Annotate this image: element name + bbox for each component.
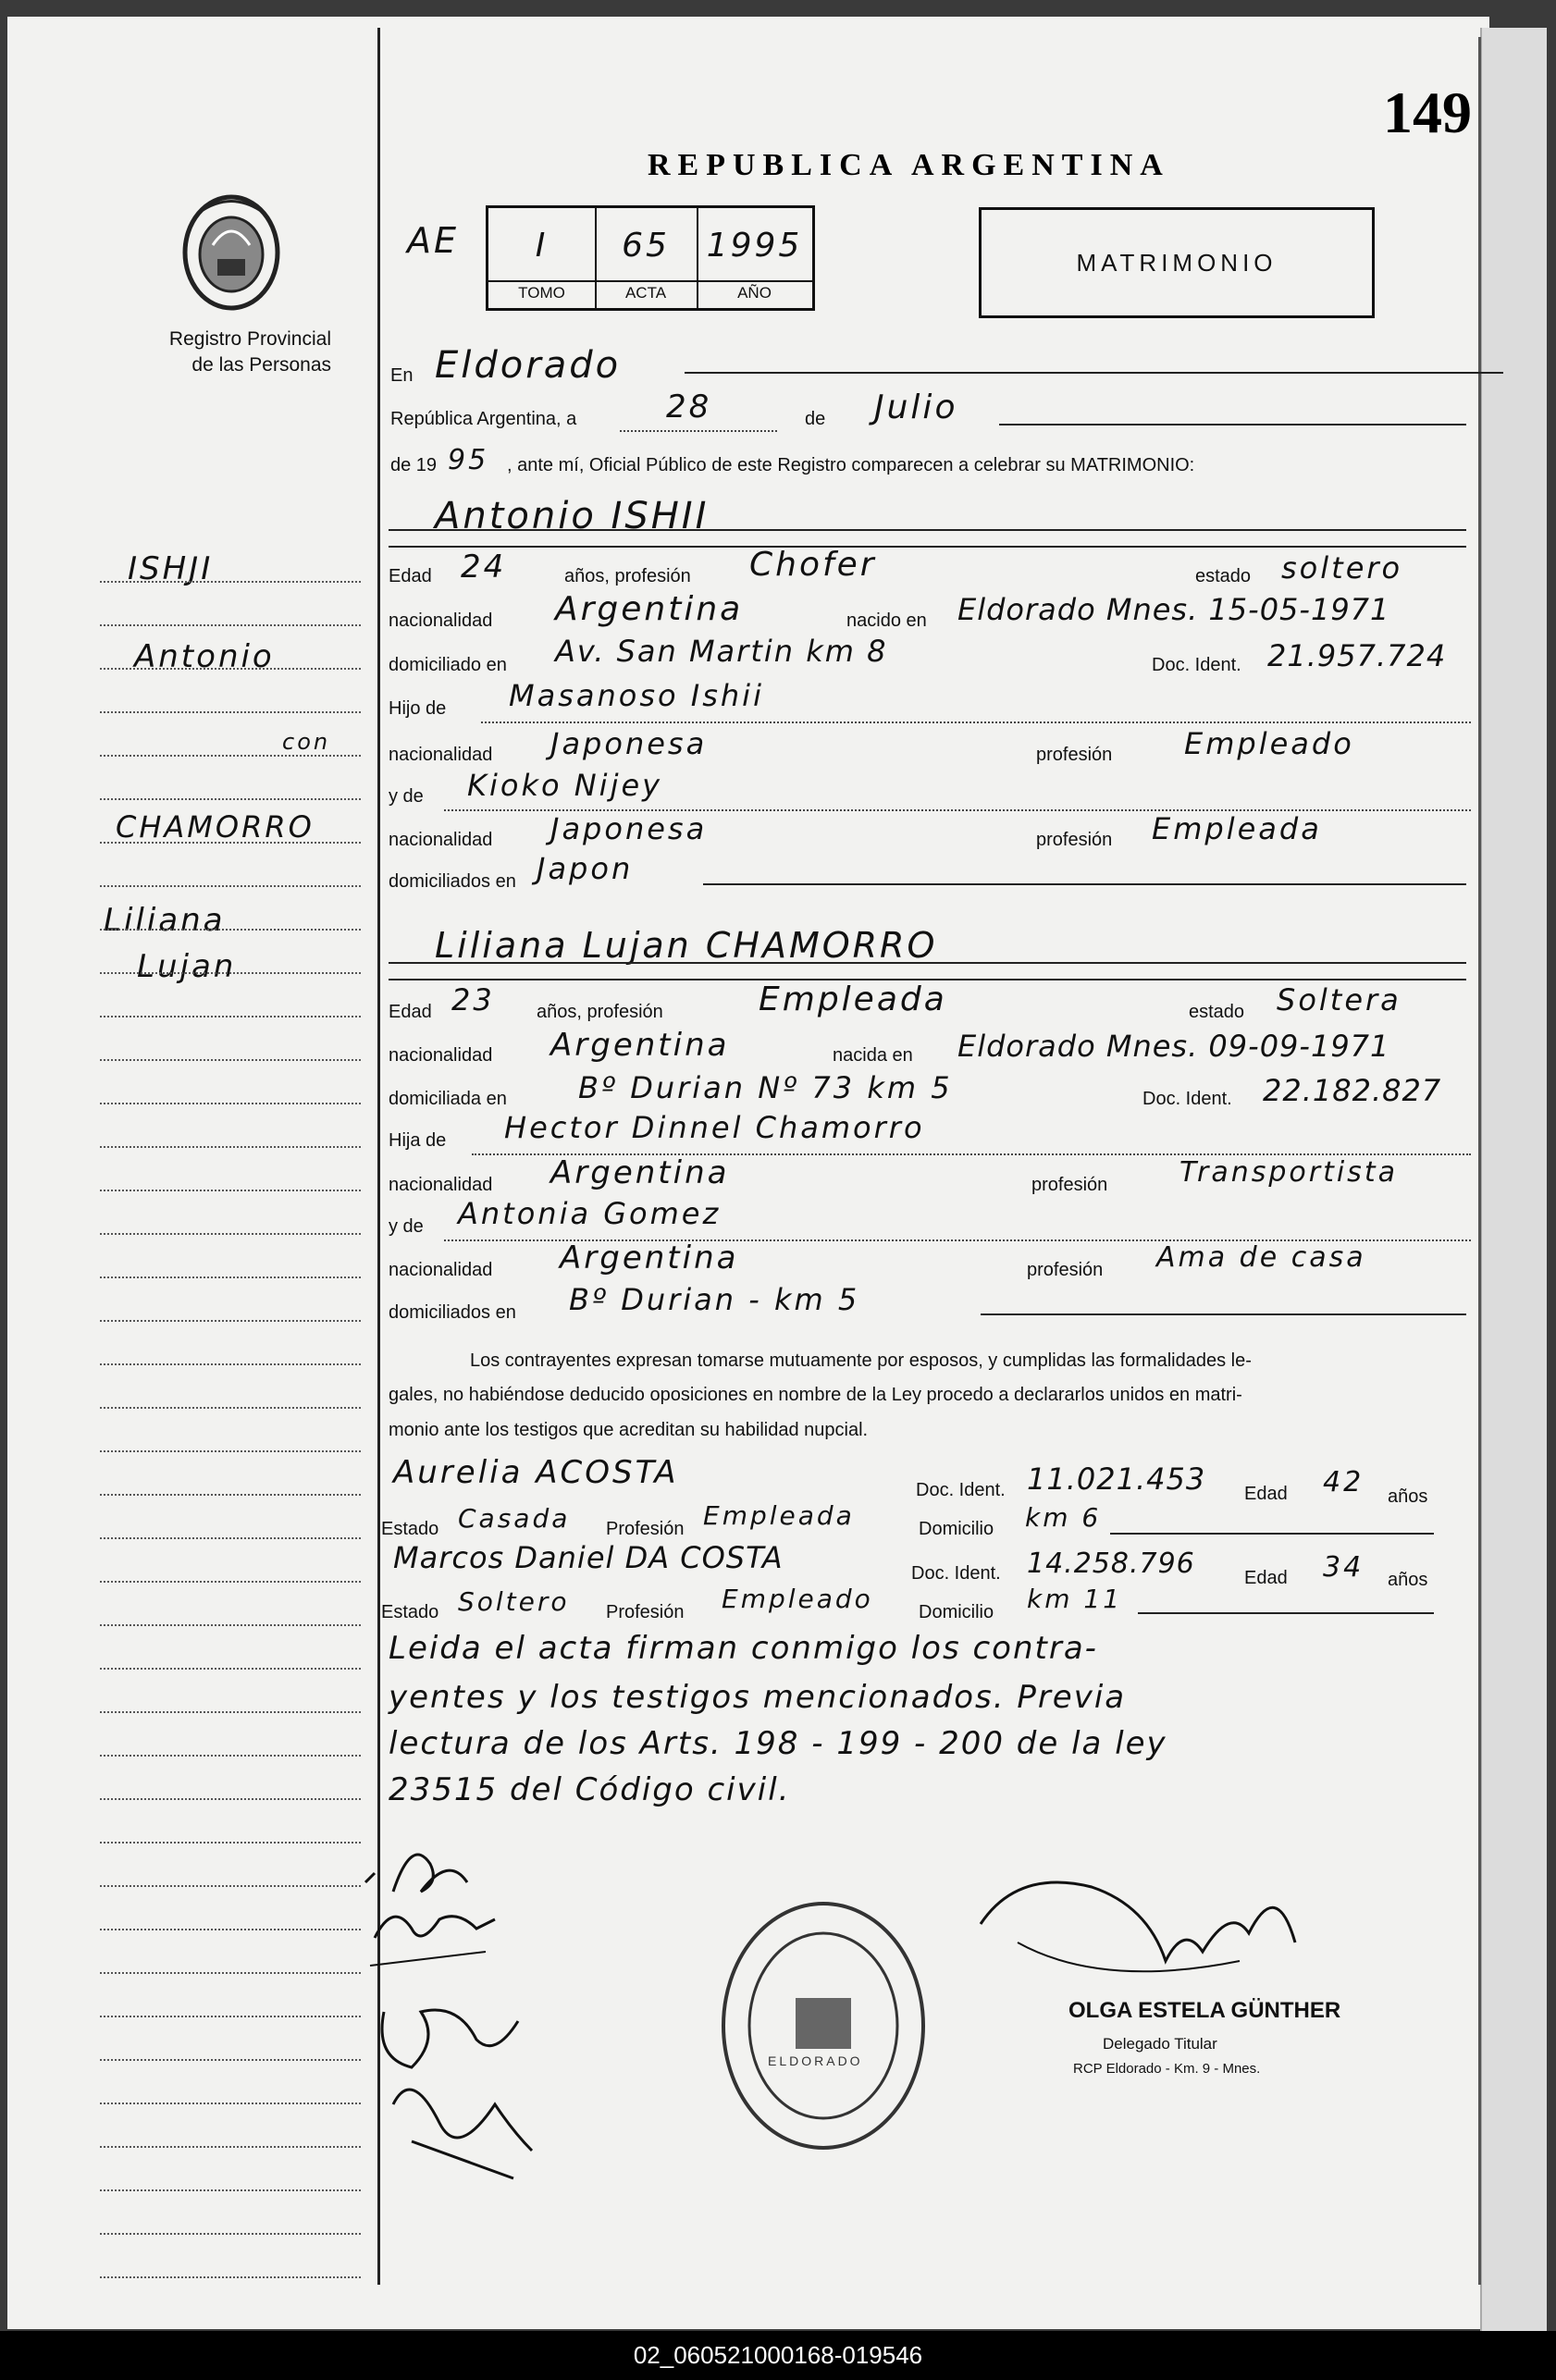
acta-value: 65 (622, 227, 670, 265)
bride-nat-label: nacionalidad (389, 1045, 493, 1066)
witness-1-dom: km 6 (1025, 1502, 1102, 1533)
bride-doc-label: Doc. Ident. (1142, 1089, 1232, 1109)
margin-rule (100, 2146, 361, 2148)
groom-doc-label: Doc. Ident. (1152, 655, 1241, 675)
bride-profession-label: años, profesión (537, 1002, 663, 1022)
margin-rule (100, 2103, 361, 2104)
official-name: OLGA ESTELA GÜNTHER (1068, 1998, 1341, 2023)
bride-nat: Argentina (550, 1027, 730, 1064)
closing-line-3: lectura de los Arts. 198 - 199 - 200 de la ley (389, 1725, 1167, 1762)
record-box (486, 205, 815, 311)
provincial-seal-icon (176, 190, 287, 314)
margin-note-name: Antonio (134, 638, 275, 675)
witness-2-dom: km 11 (1027, 1584, 1123, 1614)
declaration-line-1: Los contrayentes expresan tomarse mutuamente por esposos, y cumplidas las formalidades le- (470, 1350, 1252, 1371)
witness-2-status: Soltero (458, 1586, 570, 1617)
margin-rule (100, 1972, 361, 1974)
margin-rule (100, 1798, 361, 1800)
margin-rule (100, 929, 361, 931)
margin-rule (100, 624, 361, 626)
page-number: 149 (1383, 80, 1472, 145)
witness-2-years-label: años (1388, 1570, 1428, 1590)
margin-rule (100, 1624, 361, 1626)
margin-rule (100, 1407, 361, 1409)
bride-father-nat-label: nacionalidad (389, 1175, 493, 1195)
margin-rule (100, 1276, 361, 1278)
groom-born: Eldorado Mnes. 15-05-1971 (957, 592, 1390, 627)
margin-rule (100, 1842, 361, 1844)
bride-status-label: estado (1189, 1002, 1245, 1022)
official-signature-icon (962, 1850, 1314, 1998)
margin-rule (100, 1929, 361, 1930)
bride-parents-dom: Bº Durian - km 5 (569, 1282, 860, 1317)
month-line (999, 424, 1466, 425)
groom-profession: Chofer (749, 546, 877, 584)
margin-rule (100, 885, 361, 887)
bride-mother-prof: Ama de casa (1156, 1241, 1366, 1274)
witness-1-dom-label: Domicilio (919, 1519, 994, 1539)
record-type-box (979, 207, 1375, 318)
groom-name-line (389, 529, 1466, 531)
groom-dom-label: domiciliado en (389, 655, 507, 675)
groom-dom: Av. San Martin km 8 (555, 634, 888, 669)
witness-1-dom-line (1110, 1533, 1434, 1535)
bride-parents-dom-label: domiciliados en (389, 1302, 516, 1323)
bride-status: Soltera (1277, 982, 1402, 1017)
groom-mother-nat: Japonesa (550, 811, 708, 846)
day-value: 28 (666, 388, 712, 425)
bride-father-prof-label: profesión (1031, 1175, 1108, 1195)
groom-age-label: Edad (389, 566, 432, 586)
bride-profession: Empleada (759, 980, 947, 1018)
ae-annotation: AE (407, 220, 460, 261)
bride-father-nat: Argentina (550, 1154, 730, 1191)
groom-name-line-2 (389, 546, 1466, 548)
groom-nat-label: nacionalidad (389, 610, 493, 631)
bride-father-label: Hija de (389, 1130, 447, 1151)
official-office: RCP Eldorado - Km. 9 - Mnes. (1073, 2061, 1261, 2077)
groom-father-nat: Japonesa (550, 726, 708, 761)
en-label: En (390, 365, 414, 386)
right-border (1478, 37, 1481, 2285)
signatures-icon (356, 1827, 550, 2215)
margin-rule (100, 1755, 361, 1757)
witness-1-years-label: años (1388, 1486, 1428, 1507)
bride-mother: Antonia Gomez (458, 1196, 722, 1231)
place-value: Eldorado (435, 344, 622, 387)
margin-rule (100, 581, 361, 583)
margin-rule (100, 1581, 361, 1583)
margin-rule (100, 1711, 361, 1713)
bride-mother-nat-label: nacionalidad (389, 1260, 493, 1280)
republica-label: República Argentina, a (390, 409, 577, 429)
margin-rule (100, 711, 361, 713)
closing-line-1: Leida el acta firman conmigo los contra- (389, 1630, 1098, 1667)
groom-name: Antonio ISHII (435, 495, 710, 537)
official-title: Delegado Titular (1103, 2035, 1217, 2053)
witness-2-age: 34 (1323, 1551, 1365, 1584)
margin-note-surname-2: CHAMORRO (116, 809, 315, 845)
margin-rule (100, 2233, 361, 2235)
country-heading: REPUBLICA ARGENTINA (648, 148, 1170, 182)
margin-rule (100, 1494, 361, 1496)
groom-mother-label: y de (389, 786, 424, 807)
groom-profession-label: años, profesión (564, 566, 691, 586)
place-line (685, 372, 1503, 374)
witness-1-doc: 11.021.453 (1027, 1461, 1206, 1497)
groom-doc: 21.957.724 (1267, 638, 1447, 673)
groom-status-label: estado (1195, 566, 1252, 586)
margin-rule (100, 755, 361, 757)
bride-mother-label: y de (389, 1216, 424, 1237)
witness-1-age: 42 (1323, 1466, 1365, 1498)
registry-label-2: de las Personas (191, 354, 331, 376)
groom-father-prof: Empleado (1184, 726, 1354, 761)
witness-1-status: Casada (458, 1503, 571, 1534)
groom-mother-nat-label: nacionalidad (389, 830, 493, 850)
witness-1-status-label: Estado (381, 1519, 439, 1539)
declaration-line-2: gales, no habiéndose deducido oposiciones en nombre de la Ley procedo a declararlos unidos en matri- (389, 1385, 1242, 1405)
record-type: MATRIMONIO (1076, 249, 1278, 277)
witness-2-dom-line (1138, 1612, 1434, 1614)
groom-father-label: Hijo de (389, 698, 447, 719)
margin-note-name-2: Liliana (104, 902, 226, 939)
witness-2-doc: 14.258.796 (1027, 1548, 1195, 1580)
margin-rule (100, 1190, 361, 1191)
witness-2-age-label: Edad (1244, 1568, 1288, 1588)
margin-rule (100, 2276, 361, 2278)
bride-born-label: nacida en (833, 1045, 913, 1066)
closing-line-2: yentes y los testigos mencionados. Previa (389, 1679, 1127, 1716)
groom-father-line (481, 721, 1471, 723)
margin-rule (100, 1146, 361, 1148)
year-suffix: 95 (448, 444, 489, 476)
year-prefix: de 19 (390, 455, 438, 475)
margin-rule (100, 972, 361, 974)
margin-rule (100, 1363, 361, 1365)
groom-mother-prof-label: profesión (1036, 830, 1113, 850)
groom-mother-prof: Empleada (1152, 811, 1322, 846)
bride-age: 23 (451, 982, 495, 1017)
groom-parents-dom-line (703, 883, 1466, 885)
bride-age-label: Edad (389, 1002, 432, 1022)
day-line (620, 430, 777, 432)
bride-mother-nat: Argentina (560, 1239, 739, 1276)
margin-rule (100, 1016, 361, 1017)
margin-note-surname: ISHJI (128, 550, 214, 587)
bride-mother-prof-label: profesión (1027, 1260, 1104, 1280)
witness-2-name: Marcos Daniel DA COSTA (393, 1540, 784, 1575)
bride-name-line (389, 962, 1466, 964)
groom-born-label: nacido en (846, 610, 927, 631)
margin-rule (100, 1885, 361, 1887)
footer-id: 02_060521000168-019546 (0, 2331, 1556, 2380)
groom-parents-dom: Japon (537, 851, 634, 886)
margin-note-con: con (282, 729, 331, 755)
witness-2-doc-label: Doc. Ident. (911, 1563, 1001, 1584)
bride-dom: Bº Durian Nº 73 km 5 (578, 1070, 953, 1105)
bride-dom-label: domiciliada en (389, 1089, 507, 1109)
declaration-line-3: monio ante los testigos que acreditan su habilidad nupcial. (389, 1420, 869, 1440)
bride-born: Eldorado Mnes. 09-09-1971 (957, 1029, 1390, 1064)
ano-value: 1995 (706, 227, 803, 265)
stamp-inner-text: ELDORADO (768, 2053, 863, 2068)
groom-parents-dom-label: domiciliados en (389, 871, 516, 892)
bride-doc: 22.182.827 (1263, 1073, 1442, 1108)
de-label: de (805, 409, 826, 429)
groom-father-nat-label: nacionalidad (389, 745, 493, 765)
ano-label: AÑO (737, 284, 772, 302)
margin-rule (100, 1537, 361, 1539)
bride-name: Liliana Lujan CHAMORRO (435, 925, 938, 966)
month-value: Julio (874, 388, 958, 426)
groom-status: soltero (1281, 550, 1403, 586)
bride-parents-dom-line (981, 1313, 1466, 1315)
groom-age: 24 (461, 549, 507, 586)
witness-2-dom-label: Domicilio (919, 1602, 994, 1622)
witness-2-prof: Empleado (722, 1584, 873, 1614)
margin-rule (100, 1233, 361, 1235)
witness-1-age-label: Edad (1244, 1484, 1288, 1504)
groom-nat: Argentina (555, 590, 744, 628)
margin-rule (100, 1668, 361, 1670)
witness-1-prof-label: Profesión (606, 1519, 685, 1539)
margin-rule (100, 2059, 361, 2061)
margin-rule (100, 2016, 361, 2017)
tomo-value: I (535, 227, 549, 265)
witness-1-doc-label: Doc. Ident. (916, 1480, 1006, 1500)
groom-father-prof-label: profesión (1036, 745, 1113, 765)
registry-stamp-icon (717, 1896, 930, 2155)
margin-rule (100, 1320, 361, 1322)
margin-rule (100, 842, 361, 844)
groom-mother: Kioko Nijey (467, 768, 663, 803)
margin-rule (100, 1450, 361, 1452)
witness-2-prof-label: Profesión (606, 1602, 685, 1622)
tomo-label: TOMO (518, 284, 565, 302)
acta-label: ACTA (624, 284, 667, 302)
witness-2-status-label: Estado (381, 1602, 439, 1622)
bride-father-prof: Transportista (1179, 1156, 1398, 1189)
registry-label-1: Registro Provincial (168, 328, 331, 350)
witness-1-name: Aurelia ACOSTA (393, 1454, 679, 1491)
witness-1-prof: Empleada (703, 1500, 855, 1531)
closing-line-4: 23515 del Código civil. (389, 1771, 791, 1808)
intro-statement: , ante mí, Oficial Público de este Registro comparecen a celebrar su MATRIMONIO: (507, 455, 1195, 475)
margin-rule (100, 1059, 361, 1061)
bride-father: Hector Dinnel Chamorro (504, 1110, 925, 1145)
margin-rule (100, 2189, 361, 2191)
margin-rule (100, 798, 361, 800)
margin-note-name-3: Lujan (137, 948, 237, 985)
margin-rule (100, 668, 361, 670)
groom-father: Masanoso Ishii (509, 678, 764, 713)
margin-rule (100, 1103, 361, 1104)
